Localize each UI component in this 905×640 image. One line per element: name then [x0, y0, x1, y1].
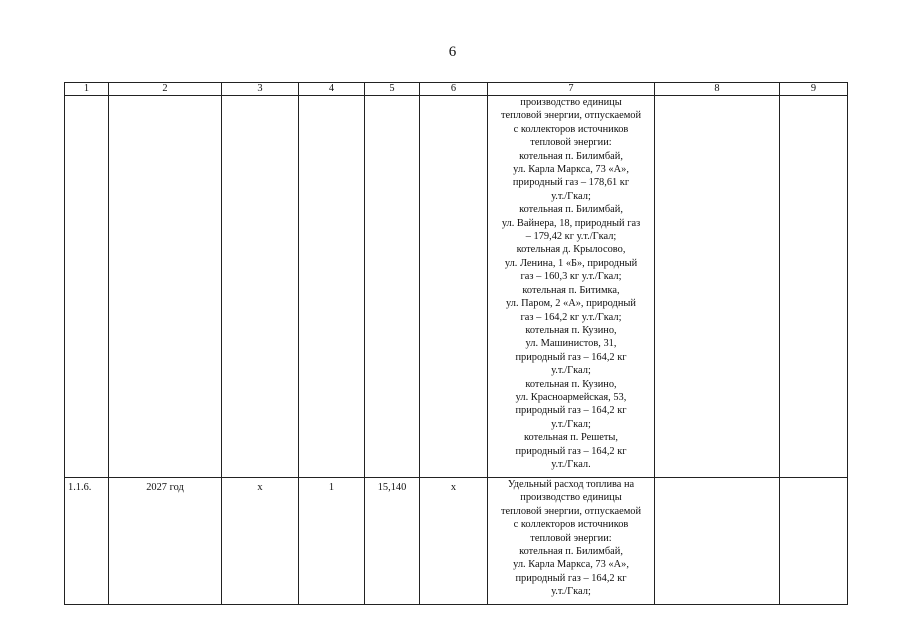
- description-line: ул. Красноармейская, 53,: [515, 391, 627, 403]
- description-line: котельная п. Кузино,: [525, 378, 617, 390]
- description-line: природный газ – 164,2 кг: [515, 351, 627, 363]
- description-line: котельная п. Билимбай,: [519, 204, 623, 216]
- description-line: газ – 164,2 кг у.т./Гкал;: [520, 311, 622, 323]
- description-line: котельная п. Битимка,: [522, 284, 620, 296]
- description-line: у.т./Гкал;: [551, 365, 591, 377]
- column-header: 5: [365, 83, 420, 96]
- description-line: Удельный расход топлива на: [507, 479, 635, 490]
- description-line: тепловой энергии, отпускаемой: [500, 505, 642, 517]
- page-number: 6: [448, 44, 457, 60]
- column-header: 7: [488, 83, 655, 96]
- description-line: ул. Карла Маркса, 73 «А»,: [513, 164, 629, 176]
- table-cell: [655, 478, 780, 605]
- column-header: 4: [299, 83, 365, 96]
- description-line: у.т./Гкал.: [551, 458, 591, 470]
- column-header: 3: [222, 83, 299, 96]
- description-line: производство единицы: [520, 492, 622, 504]
- description-line: котельная д. Крылосово,: [516, 244, 626, 256]
- description-line: производство единицы: [520, 97, 622, 108]
- description-line: котельная п. Кузино,: [525, 324, 617, 336]
- table-cell: х: [222, 478, 299, 605]
- data-table: [64, 82, 848, 605]
- column-header: 9: [780, 83, 848, 96]
- description-line: у.т./Гкал;: [551, 418, 591, 430]
- description-line: природный газ – 164,2 кг: [515, 405, 627, 417]
- table-cell: [780, 96, 848, 478]
- description-line: ул. Ленина, 1 «Б», природный: [504, 257, 638, 269]
- description-line: котельная п. Билимбай,: [519, 546, 623, 558]
- table-cell: [420, 96, 488, 478]
- value-cell: 15,140: [365, 478, 420, 605]
- table-cell: [655, 96, 780, 478]
- description-line: с коллекторов источников: [513, 123, 629, 135]
- description-line: тепловой энергии:: [530, 137, 612, 149]
- description-line: природный газ – 178,61 кг: [512, 177, 630, 189]
- table-row: [65, 96, 848, 478]
- description-line: котельная п. Билимбай,: [519, 150, 623, 162]
- table-row: [65, 478, 848, 605]
- column-header: 1: [65, 83, 109, 96]
- table-cell: [365, 96, 420, 478]
- description-line: природный газ – 164,2 кг: [515, 572, 627, 584]
- table-cell: х: [420, 478, 488, 605]
- row-number-cell: 1.1.6.: [65, 478, 109, 605]
- description-line: котельная п. Решеты,: [524, 432, 618, 444]
- description-line: с коллекторов источников: [513, 519, 629, 531]
- description-line: природный газ – 164,2 кг: [515, 445, 627, 457]
- table-cell: [780, 478, 848, 605]
- year-cell: 2027 год: [109, 478, 222, 605]
- description-line: ул. Паром, 2 «А», природный: [506, 298, 636, 310]
- description-line: у.т./Гкал;: [551, 190, 591, 202]
- column-header: 2: [109, 83, 222, 96]
- table-cell: [222, 96, 299, 478]
- table-cell: [109, 96, 222, 478]
- description-cell: [488, 96, 655, 478]
- description-line: тепловой энергии:: [530, 532, 612, 544]
- description-line: газ – 160,3 кг у.т./Гкал;: [520, 271, 622, 283]
- table-cell: [65, 96, 109, 478]
- table-cell: 1: [299, 478, 365, 605]
- description-line: – 179,42 кг у.т./Гкал;: [525, 231, 617, 243]
- column-header: 8: [655, 83, 780, 96]
- table-cell: [299, 96, 365, 478]
- table-header-row: [65, 83, 848, 96]
- description-line: ул. Машинистов, 31,: [525, 338, 617, 350]
- description-line: у.т./Гкал;: [551, 586, 591, 598]
- description-cell: [488, 478, 655, 605]
- description-line: тепловой энергии, отпускаемой: [500, 110, 642, 122]
- column-header: 6: [420, 83, 488, 96]
- description-line: ул. Вайнера, 18, природный газ: [501, 217, 641, 229]
- description-line: ул. Карла Маркса, 73 «А»,: [513, 559, 629, 571]
